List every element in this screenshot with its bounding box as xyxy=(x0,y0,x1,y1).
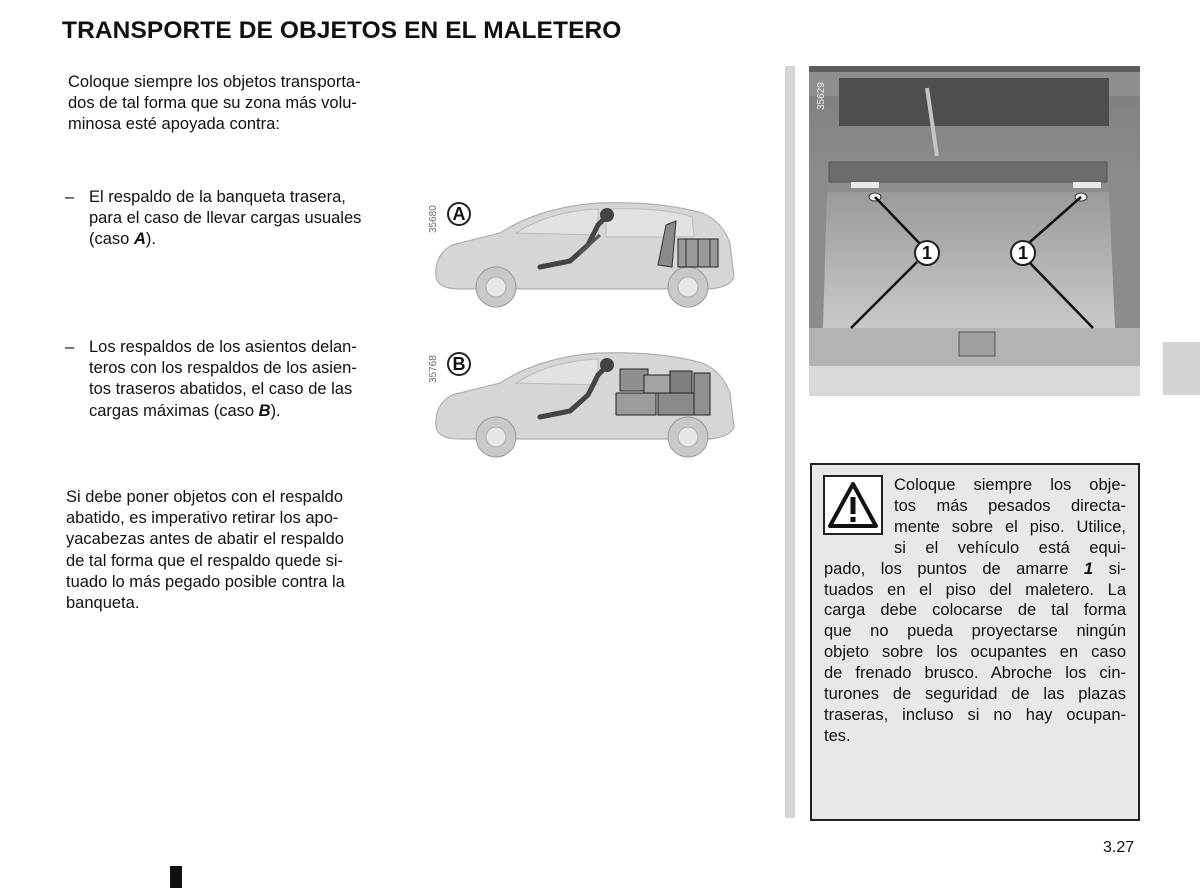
paragraph-line: yacabezas antes de abatir el respaldo xyxy=(66,530,344,549)
bullet-line: cargas máximas (caso xyxy=(89,401,259,420)
warning-line: traseras, incluso si no hay ocupan- xyxy=(824,705,1126,724)
bullet-text xyxy=(89,337,408,422)
warning-text xyxy=(824,475,1126,747)
case-letter: A xyxy=(133,230,146,249)
headrest-paragraph xyxy=(66,487,406,614)
bullet-line: Los respaldos de los asientos delan- xyxy=(89,338,357,356)
paragraph-line: abatido, es imperativo retirar los apo- xyxy=(66,509,339,528)
bullet-line-end: ). xyxy=(145,230,156,249)
car-illustration-b xyxy=(430,345,740,460)
item-number: 1 xyxy=(1083,559,1094,578)
bullet-dash: – xyxy=(65,338,75,356)
paragraph-line: banqueta. xyxy=(66,594,140,613)
warning-line-pre: pado, los puntos de amarre xyxy=(824,559,1084,578)
figure-number: 35629 xyxy=(816,82,827,110)
warning-line: mente sobre el piso. Utilice, xyxy=(894,517,1126,536)
footer-mark xyxy=(170,866,182,888)
callout-1-right: 1 xyxy=(1010,240,1036,266)
warning-line-post: si- xyxy=(1093,559,1126,578)
warning-line: que no pueda proyectarse ningún xyxy=(824,622,1126,641)
bullet-line: tos traseros abatidos, el caso de las xyxy=(89,380,353,399)
bullet-dash: – xyxy=(65,188,75,206)
figure-number: 35768 xyxy=(428,355,439,383)
intro-line: Coloque siempre los objetos transporta- xyxy=(68,73,361,91)
warning-line: tos más pesados directa- xyxy=(894,496,1126,515)
paragraph-line: Si debe poner objetos con el respaldo xyxy=(66,488,344,506)
warning-line: turones de seguridad de las plazas xyxy=(824,685,1126,704)
figure-label-b: B xyxy=(447,352,471,376)
figure-number: 35680 xyxy=(428,205,439,233)
bullet-line: teros con los respaldos de los asien- xyxy=(89,359,357,378)
bullet-text xyxy=(89,187,408,251)
warning-line xyxy=(824,559,1126,580)
bullet-line-end: ). xyxy=(270,401,281,420)
trunk-photo xyxy=(809,66,1140,396)
page-title: TRANSPORTE DE OBJETOS EN EL MALETERO xyxy=(62,17,622,44)
bullet-line: (caso xyxy=(89,230,134,249)
case-letter: B xyxy=(258,401,271,420)
page-number: 3.27 xyxy=(1103,839,1135,856)
sidebar-bar xyxy=(785,66,795,818)
warning-line: de frenado brusco. Abroche los cin- xyxy=(824,664,1126,683)
bullet-item-case-b xyxy=(65,337,408,422)
bullet-line: para el caso de llevar cargas usuales xyxy=(89,209,362,228)
intro-line: minosa esté apoyada contra: xyxy=(68,115,280,134)
warning-line: objeto sobre los ocupantes en caso xyxy=(824,643,1126,662)
intro-paragraph xyxy=(68,72,408,136)
warning-line: tes. xyxy=(824,726,851,745)
paragraph-line: tuado lo más pegado posible contra la xyxy=(66,572,345,591)
warning-line: si el vehículo está equi- xyxy=(894,538,1126,557)
figure-label-a: A xyxy=(447,202,471,226)
warning-line: carga debe colocarse de tal forma xyxy=(824,601,1126,620)
warning-line: Coloque siempre los obje- xyxy=(894,476,1126,494)
intro-line: dos de tal forma que su zona más volu- xyxy=(68,94,357,113)
bullet-line: El respaldo de la banqueta trasera, xyxy=(89,188,346,206)
callout-1-left: 1 xyxy=(914,240,940,266)
car-illustration-a xyxy=(430,195,740,310)
warning-line: tuados en el piso del maletero. La xyxy=(824,580,1126,599)
section-tab xyxy=(1163,342,1200,395)
warning-box xyxy=(810,463,1140,821)
paragraph-line: de tal forma que el respaldo quede si- xyxy=(66,551,344,570)
bullet-item-case-a xyxy=(65,187,408,251)
